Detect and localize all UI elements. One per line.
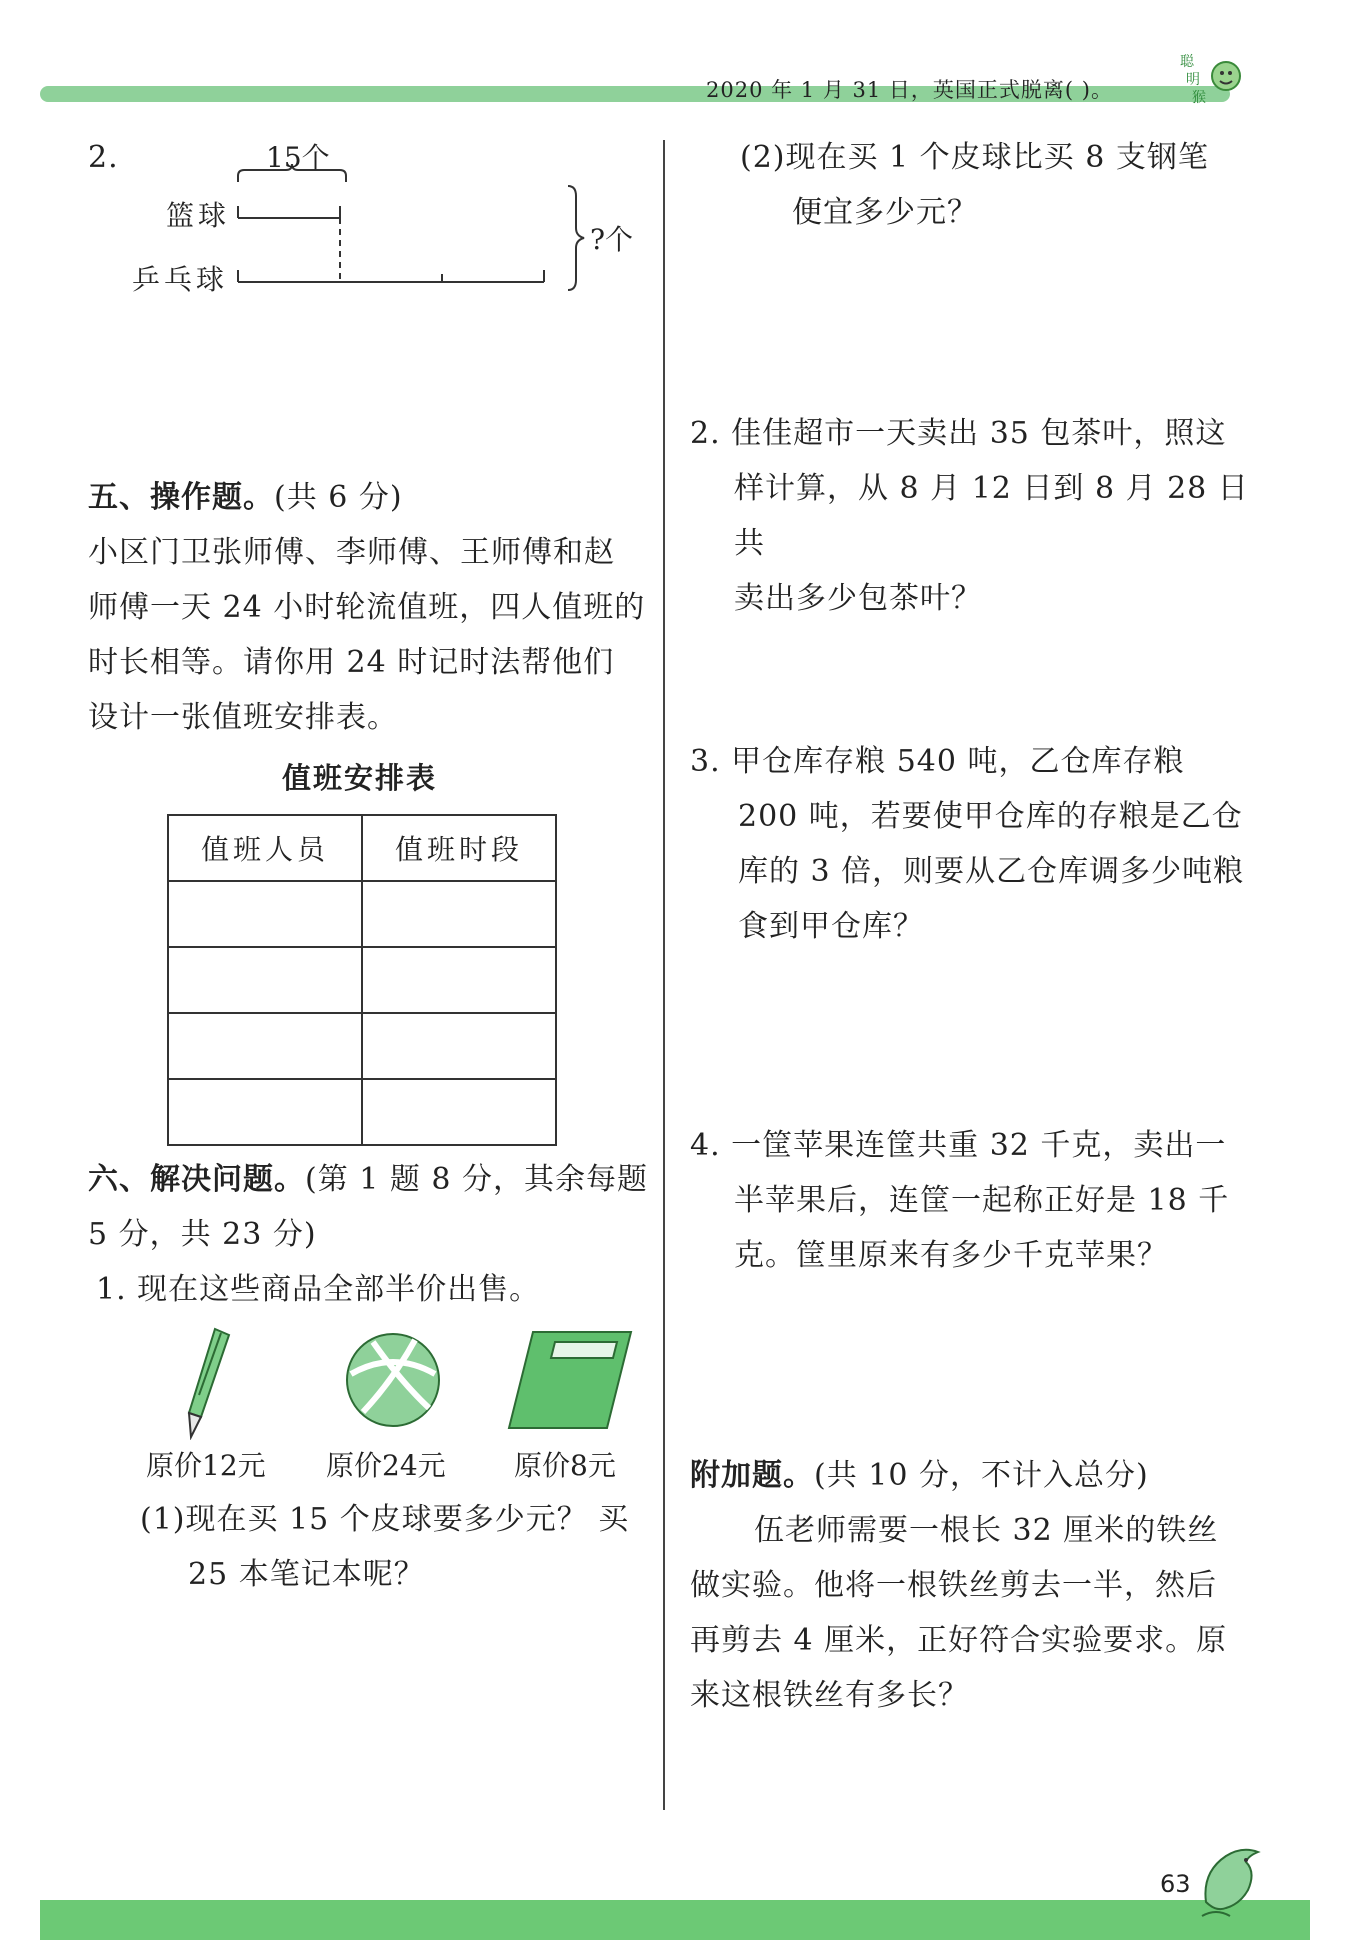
text-line: 食到甲仓库？ [738, 909, 924, 944]
pen-icon [175, 1325, 235, 1440]
svg-text:聪: 聪 [1180, 54, 1194, 70]
text-line: 卖出多少包茶叶？ [734, 581, 982, 616]
table-cell[interactable] [168, 1079, 362, 1145]
svg-text:猴: 猴 [1192, 90, 1206, 106]
bonus-heading: 附加题。 [690, 1458, 814, 1493]
section5-score: (共 6 分) [274, 480, 403, 515]
table-cell[interactable] [362, 947, 556, 1013]
notebook-icon [505, 1328, 635, 1433]
text-line: 样计算，从 8 月 12 日到 8 月 28 日共 [734, 471, 1249, 561]
duty-schedule-table [167, 814, 557, 1146]
table-row[interactable] [168, 881, 556, 947]
section5-heading-row [88, 470, 403, 525]
bonus-heading-row [690, 1448, 1149, 1503]
column-divider [663, 140, 665, 1810]
table-cell[interactable] [168, 1013, 362, 1079]
text-line: 小区门卫张师傅、李师傅、王师傅和赵 [88, 535, 615, 570]
table-title: 值班安排表 [282, 761, 438, 795]
table-row[interactable] [168, 1013, 556, 1079]
text-line: 再剪去 4 厘米，正好符合实验要求。原 [690, 1623, 1228, 1658]
text-line: 来这根铁丝有多长？ [690, 1678, 969, 1713]
subquestion-1: (1)现在买 15 个皮球要多少元？ 买 [140, 1502, 630, 1537]
page-number: 63 [1160, 1870, 1191, 1898]
table-row[interactable] [168, 1079, 556, 1145]
table-header-row [168, 815, 556, 881]
text-line: 200 吨，若要使甲仓库的存粮是乙仓 [738, 799, 1243, 834]
section5-heading: 五、操作题。 [88, 480, 274, 515]
table-cell[interactable] [168, 947, 362, 1013]
section6-score-cont: 5 分，共 23 分) [88, 1217, 317, 1252]
text-line: 半苹果后，连筐一起称正好是 18 千 [734, 1183, 1230, 1218]
bonus-score: (共 10 分，不计入总分) [814, 1458, 1149, 1493]
text-line: 4. 一筐苹果连筐共重 32 千克，卖出一 [690, 1128, 1227, 1163]
q1-text: 1. 现在这些商品全部半价出售。 [96, 1272, 541, 1307]
table-row[interactable] [168, 947, 556, 1013]
text-line: 师傅一天 24 小时轮流值班，四人值班的 [88, 590, 646, 625]
logo [1178, 48, 1248, 110]
text-line: 2. 佳佳超市一天卖出 35 包茶叶，照这 [690, 416, 1227, 451]
diagram-right-label: ?个 [590, 223, 634, 256]
ball-price: 原价24元 [326, 1449, 446, 1482]
notebook-price: 原价8元 [514, 1449, 616, 1482]
monkey-logo-icon [1178, 48, 1248, 110]
question-3 [690, 734, 1250, 954]
pen-price: 原价12元 [146, 1449, 266, 1482]
section6-heading: 六、解决问题。 [88, 1162, 305, 1197]
col-header-staff: 值班人员 [168, 815, 362, 881]
dolphin-icon [1196, 1842, 1266, 1922]
subquestion-2: (2)现在买 1 个皮球比买 8 支钢笔 [740, 140, 1209, 175]
text-line: 设计一张值班安排表。 [88, 700, 398, 735]
question-2 [690, 406, 1250, 626]
svg-text:明: 明 [1186, 72, 1200, 88]
table-cell[interactable] [362, 1013, 556, 1079]
date-banner: 2020 年 1 月 31 日，英国正式脱离( )。 [706, 78, 1113, 102]
text-line: 伍老师需要一根长 32 厘米的铁丝 [754, 1513, 1219, 1548]
diagram-pingpong-label: 乒乓球 [132, 263, 229, 296]
text-line: 库的 3 倍，则要从乙仓库调多少吨粮 [738, 854, 1245, 889]
subquestion-1-cont: 25 本笔记本呢？ [188, 1557, 425, 1592]
section6-heading-row [88, 1152, 648, 1207]
text-line: 克。筐里原来有多少千克苹果？ [734, 1238, 1168, 1273]
section5-text [88, 525, 648, 745]
section6-score: (第 1 题 8 分，其余每题 [305, 1162, 649, 1197]
diagram-top-label: 15个 [266, 141, 330, 174]
col-header-period: 值班时段 [362, 815, 556, 881]
text-line: 时长相等。请你用 24 时记时法帮他们 [88, 645, 615, 680]
table-cell[interactable] [168, 881, 362, 947]
question-4 [690, 1118, 1250, 1283]
ball-icon [343, 1330, 443, 1430]
text-line: 3. 甲仓库存粮 540 吨，乙仓库存粮 [690, 744, 1185, 779]
question-number: 2. [88, 140, 119, 175]
bonus-text [690, 1503, 1250, 1723]
diagram-basketball-label: 篮球 [166, 199, 231, 232]
footer-band [40, 1900, 1310, 1940]
subquestion-2-cont: 便宜多少元？ [792, 195, 978, 230]
table-cell[interactable] [362, 881, 556, 947]
text-line: 做实验。他将一根铁丝剪去一半，然后 [690, 1568, 1217, 1603]
table-cell[interactable] [362, 1079, 556, 1145]
